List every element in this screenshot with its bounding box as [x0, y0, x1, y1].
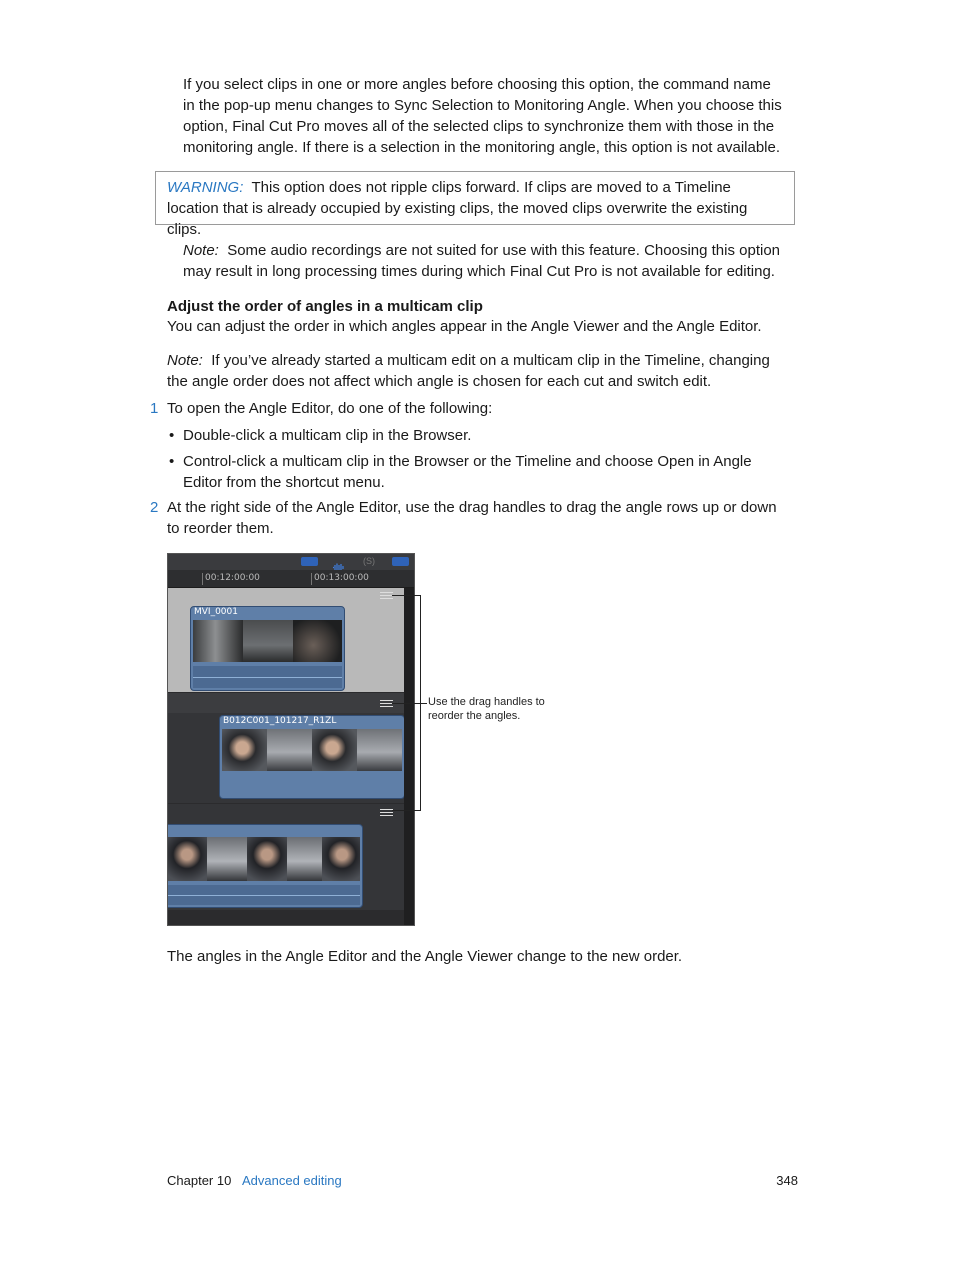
clip-appearance-button[interactable] — [301, 557, 318, 566]
bullet-dot: • — [169, 453, 175, 470]
video-clip[interactable] — [219, 715, 405, 799]
audio-waveform — [167, 885, 360, 905]
note-angle-order — [167, 350, 792, 392]
note-label: Note: — [183, 242, 219, 259]
ruler-tick — [311, 573, 312, 585]
footer-page-number: 348 — [776, 1173, 798, 1188]
warning-text: This option does not ripple clips forward. If clips are moved to a Timeline location that is already occupied by existing clips, the moved clips overwrite the existing clips. — [167, 179, 748, 238]
video-clip[interactable] — [167, 824, 363, 908]
timecode-label: 00:12:00:00 — [205, 573, 260, 583]
footer-chapter: Chapter 10 — [167, 1173, 232, 1188]
section-intro: You can adjust the order in which angles appear in the Angle Viewer and the Angle Editor. — [167, 318, 762, 335]
waveform-icon[interactable] — [332, 557, 346, 566]
step-text: At the right side of the Angle Editor, use the drag handles to drag the angle rows up or down to reorder them. — [167, 499, 777, 537]
result-text: The angles in the Angle Editor and the Angle Viewer change to the new order. — [167, 948, 683, 965]
note-label: Note: — [167, 352, 203, 369]
step-text: To open the Angle Editor, do one of the following: — [167, 400, 493, 417]
clip-filmstrip — [222, 729, 402, 771]
video-clip[interactable] — [190, 606, 345, 691]
bullet-item: Double-click a multicam clip in the Browser. — [183, 427, 472, 444]
solo-icon[interactable]: (S) — [363, 556, 375, 566]
angle-editor-figure — [167, 553, 415, 926]
note-audio — [183, 240, 783, 282]
step-number: 1 — [150, 400, 159, 417]
bullet-item: Control-click a multicam clip in the Browser or the Timeline and choose Open in Angle Editor from the shortcut menu. — [183, 453, 752, 491]
timeline-ruler — [168, 570, 415, 588]
timecode-label: 00:13:00:00 — [314, 573, 369, 583]
editor-toolbar — [168, 554, 415, 570]
warning-box — [155, 171, 795, 238]
bullet-dot: • — [169, 427, 175, 444]
clip-filmstrip — [193, 620, 342, 662]
step-number: 2 — [150, 499, 159, 516]
warning-label: WARNING: — [167, 179, 244, 196]
footer-section-link[interactable]: Advanced editing — [242, 1173, 342, 1188]
clip-filmstrip — [167, 837, 360, 881]
warning-text-block — [167, 177, 784, 240]
intro-paragraph: If you select clips in one or more angles before choosing this option, the command name in the pop-up menu changes to Sync Selection to Monitoring Angle. When you choose this option, Final Cut Pro moves all of the selected clips to synchronize them with those in the monitoring angle. If there is a selection in the monitoring angle, this option is not available. — [183, 76, 782, 156]
clip-name: MVI_0001 — [194, 607, 238, 617]
callout-leader-line — [392, 703, 427, 704]
section-heading: Adjust the order of angles in a multicam clip — [167, 298, 483, 315]
callout-label: Use the drag handles to reorder the angles. — [428, 696, 545, 722]
ruler-tick — [202, 573, 203, 585]
clip-name: B012C001_101217_R1ZL — [223, 716, 337, 726]
lane-header — [168, 693, 404, 713]
note-text: If you’ve already started a multicam edit on a multicam clip in the Timeline, changing the angle order does not affect which angle is chosen for each cut and switch edit. — [167, 352, 770, 390]
audio-waveform — [193, 666, 342, 688]
note-text: Some audio recordings are not suited for use with this feature. Choosing this option may result in long processing times during which Final Cut Pro is not available for editing. — [183, 242, 781, 280]
snapping-button[interactable] — [392, 557, 409, 566]
